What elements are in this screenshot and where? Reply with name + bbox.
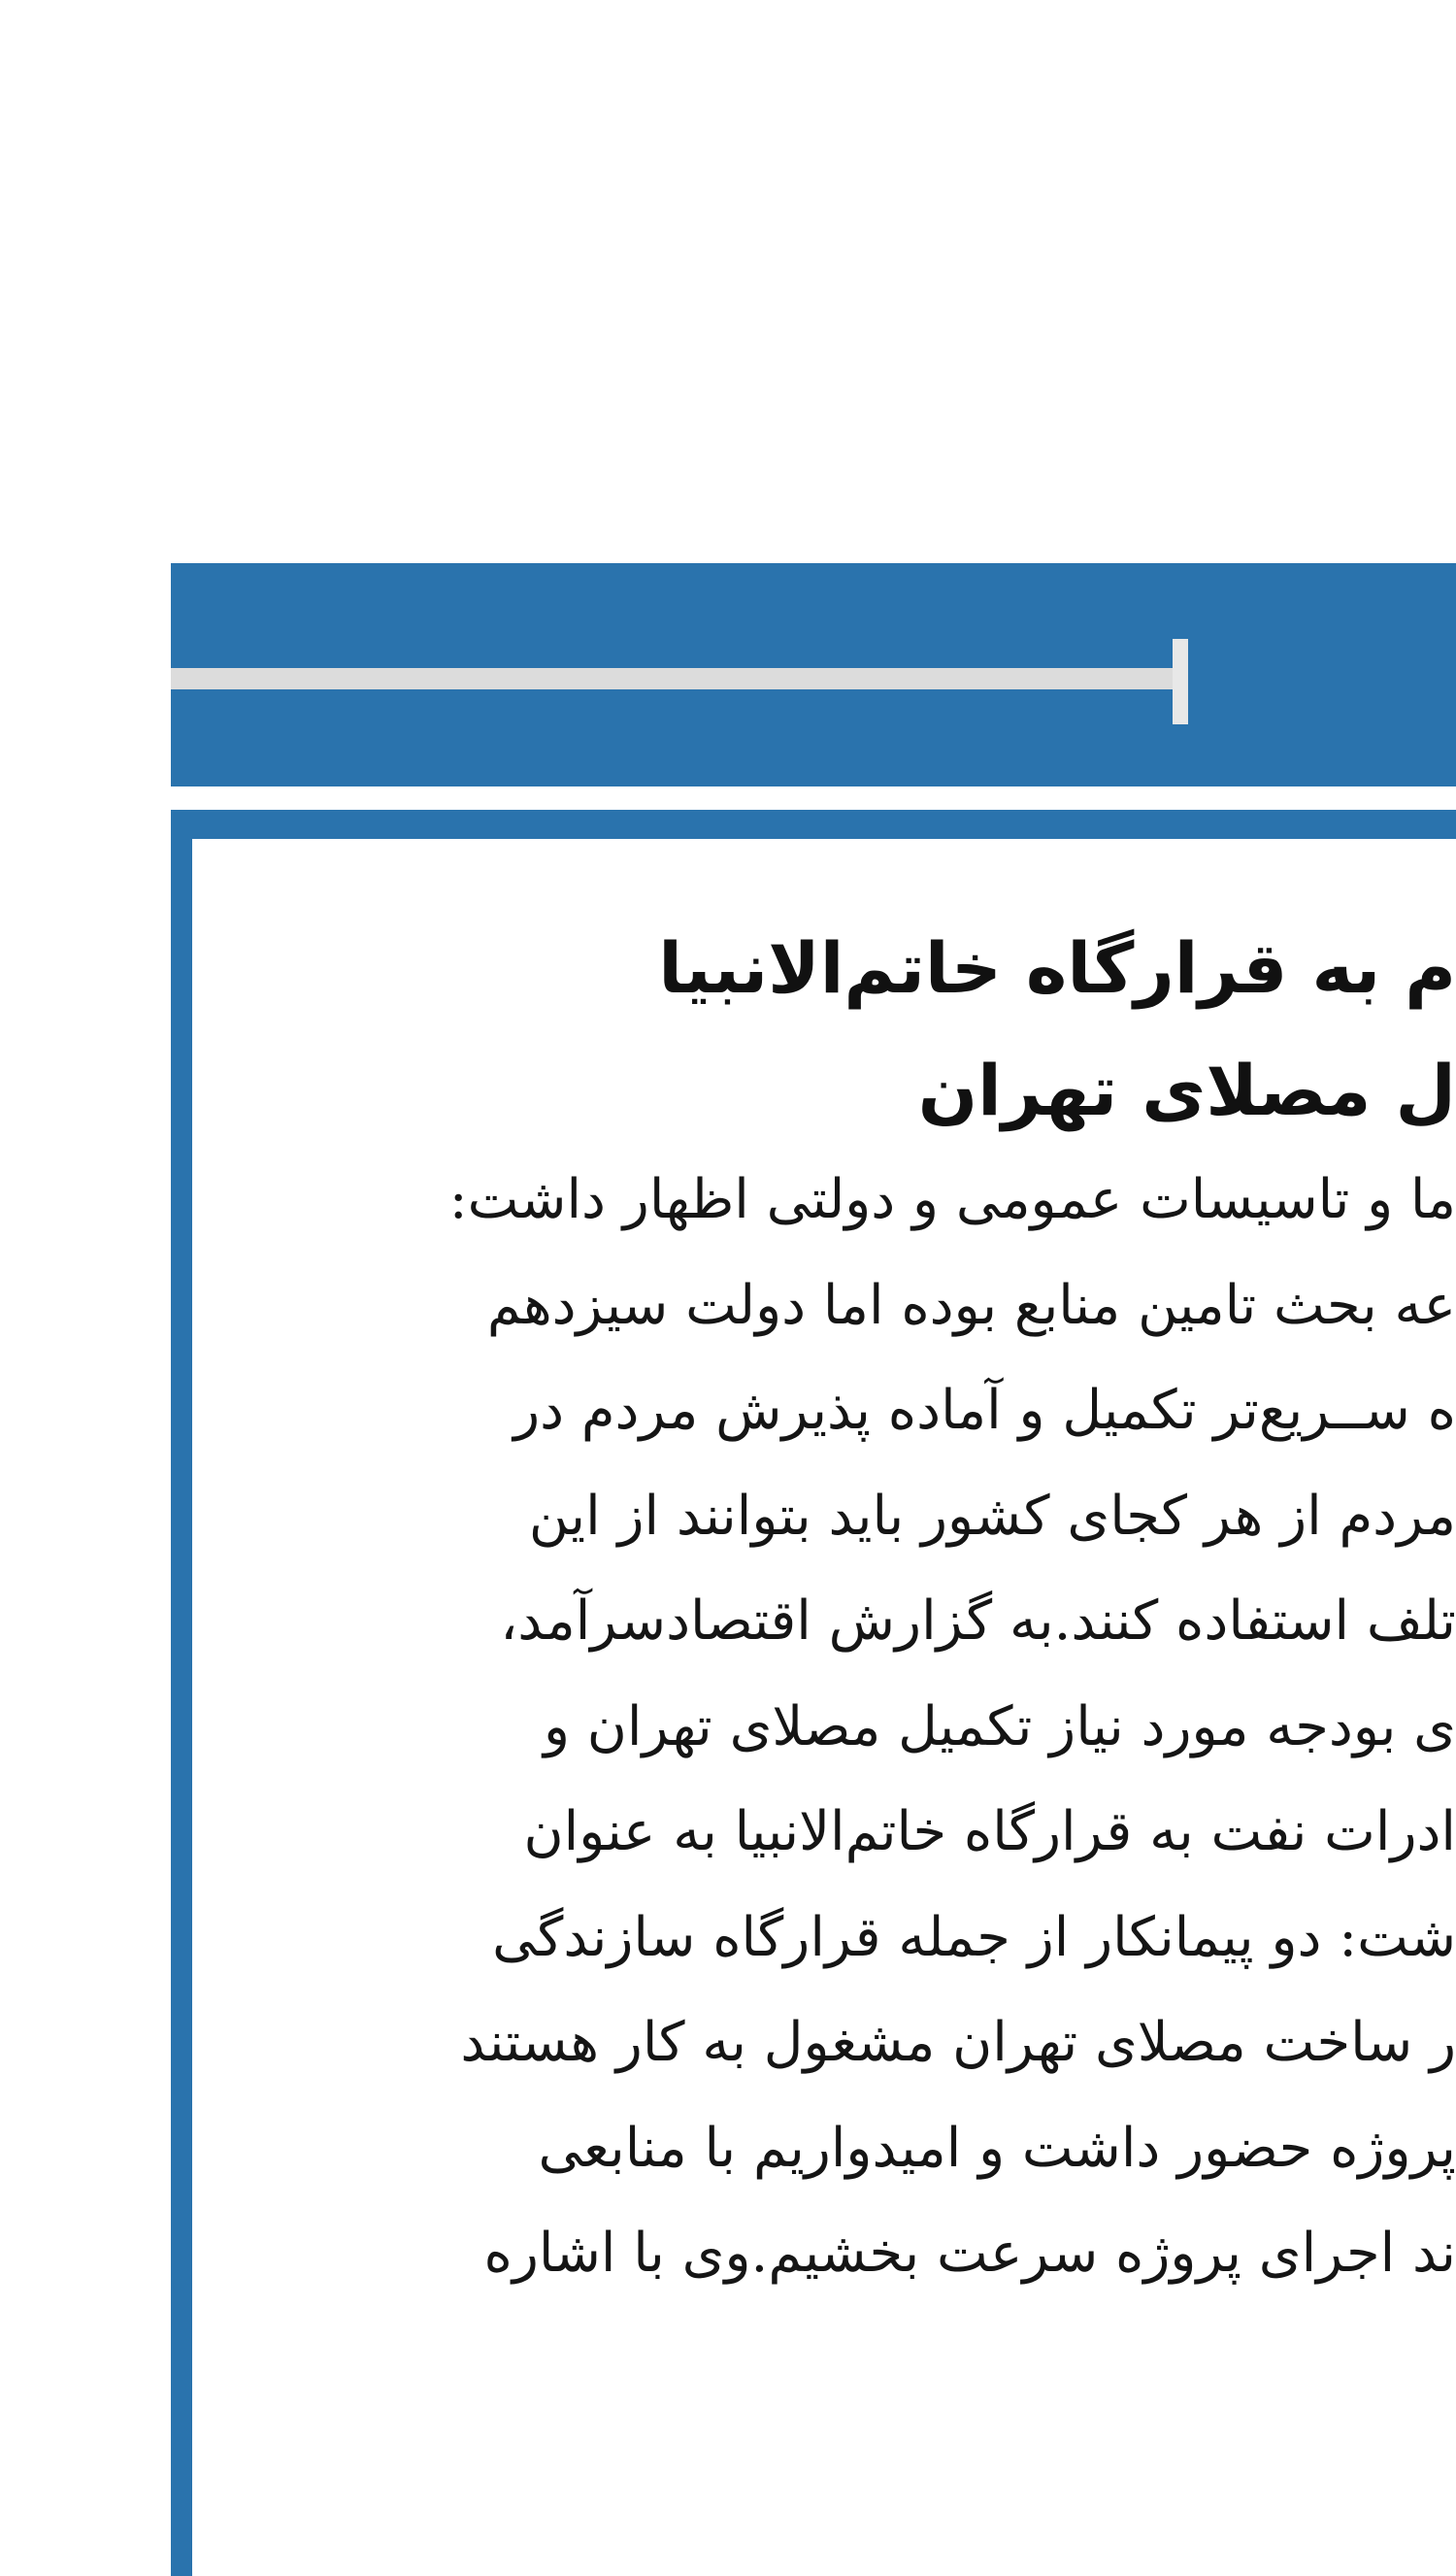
banner-stripe — [171, 668, 1180, 689]
article-body — [192, 1148, 1456, 2307]
body-line: ی بودجه مورد نیاز تکمیل مصلای تهران و — [543, 1694, 1456, 1758]
headline-line-2: ل مصلای تهران — [917, 1050, 1456, 1131]
body-line: ادرات نفت به قرارگاه خاتم‌الانبیا به عنوان — [523, 1800, 1456, 1863]
article-frame — [171, 810, 1456, 2576]
body-line: ند اجرای پروژه سرعت بخشیم.وی با اشاره — [483, 2222, 1456, 2285]
body-line: مردم از هر کجای کشور باید بتوانند از این — [528, 1484, 1456, 1548]
body-line: ما و تاسیسات عمومی و دولتی اظهار داشت: — [448, 1168, 1456, 1231]
top-banner — [171, 563, 1456, 786]
headline-line-1: م به قرارگاه خاتم‌الانبیا — [658, 927, 1456, 1009]
body-line: تلف استفاده کنند.به گزارش اقتصادسرآمد، — [500, 1589, 1456, 1653]
banner-tick-mark — [1173, 639, 1188, 724]
body-line: پروژه حضور داشت و امیدواریم با منابعی — [538, 2116, 1456, 2180]
body-line: ر ساخت مصلای تهران مشغول به کار هستند — [460, 2011, 1456, 2074]
body-line: عه بحث تامین منابع بوده اما دولت سیزدهم — [486, 1273, 1456, 1337]
article-headline — [192, 907, 1456, 1152]
body-line: ه ســریع‌تر تکمیل و آماده پذیرش مردم در — [513, 1379, 1456, 1442]
body-line: شت: دو پیمانکار از جمله قرارگاه سازندگی — [492, 1905, 1456, 1969]
article-box — [192, 839, 1456, 2576]
